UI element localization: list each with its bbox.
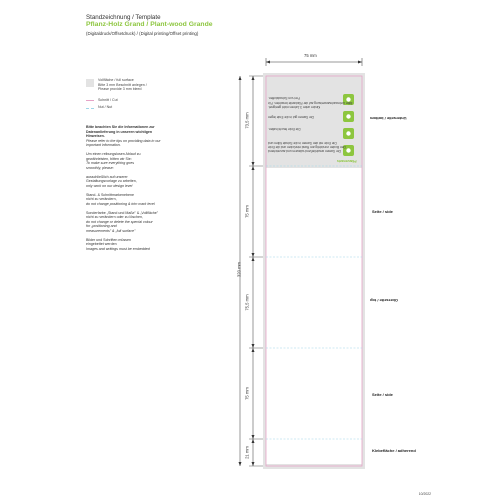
zone-label-side-1: Seite / side	[372, 209, 393, 214]
panel-text-line: Frei von Schadstoffen.	[268, 96, 300, 100]
arrow-head	[266, 61, 270, 64]
panel-text-line: Die Samen gut in die Erde legen	[268, 115, 314, 119]
notes-line: Images and writings must be embedded	[86, 246, 150, 251]
legend-cut: Schnitt / Cut	[98, 98, 118, 102]
notes-line: nicht zu verändern oder zu löschen,	[86, 215, 143, 219]
notes-line: Stand- & Schnittmarkenebene	[86, 192, 134, 197]
notes-line: only work on our design level	[86, 183, 133, 188]
segment-label-side-2: 75 mm	[244, 387, 250, 400]
notes-line: ausschließlich auf unserer	[86, 174, 128, 179]
arrow-head	[358, 61, 362, 64]
notes-line: Sonderfarbe „Stand und Maße" & „Vollfläche"	[86, 210, 159, 215]
panel-text-line: Die Erde mit den Samen in die Schale füllen und	[268, 141, 337, 145]
notes-line: Um einen reibungslosen Ablauf zu	[86, 152, 141, 156]
notes-line: Bilder und Schriften müssen	[86, 237, 131, 242]
notes-line: eingebettet werden	[86, 242, 117, 246]
panel-text-line: Bitte Gebrauchsanweisung auf der Rückseite beachten. Für	[268, 101, 353, 105]
notes-heading-en-line: Please refer to the tips on providing data in our	[86, 138, 161, 143]
zone-label-side-2: Seite / side	[372, 392, 393, 397]
print-method: (Digitaldruck/Offsetdruck) / (Digital printing/Offset printing)	[86, 31, 199, 36]
notes-heading-en-line: important information.	[86, 143, 121, 147]
notes-line: measurements" & „full surface"	[86, 228, 136, 233]
notes-line: smoothly, please:	[86, 165, 114, 170]
notes-line: Gestaltungsvorlage zu arbeiten,	[86, 179, 137, 183]
notes-line: nicht zu verändern,	[86, 197, 117, 201]
notes-heading-line: Hinweisen.	[86, 134, 105, 138]
total-height-label: 320 mm	[236, 261, 242, 278]
legend-groove: Nut / Nut	[98, 105, 113, 109]
segment-label-adherend: 21 mm	[244, 446, 250, 459]
zone-label-adherend: Klebefläche / adherend	[372, 448, 416, 453]
zone-label-top: Oberseite / top	[370, 298, 399, 303]
legend-bleed-line: Bitte 3 mm Beschnitt anlegen /	[98, 82, 147, 87]
notes-line: To make sure everything goes	[86, 161, 135, 165]
panel-text-line: Den Boden vorsichtig am Rand einrücken und die Erde	[268, 145, 346, 149]
segment-label-bottom: 73,5 mm	[244, 112, 250, 129]
panel-text-line: Kinder unter 3 Jahren nicht geeignet.	[268, 105, 321, 109]
panel-text-line: Die Erde feucht halten.	[268, 127, 301, 131]
notes-heading-line: Datenanlieferung in unseren wichtigen	[86, 129, 153, 134]
width-label: 75 mm	[304, 53, 317, 58]
notes-line: do not change positioning & trim mark level	[86, 201, 155, 206]
notes-heading-line: Bitte beachten Sie die Informationen zur	[86, 125, 155, 129]
panel-text-line: Die Samen anschließend wässern und ausreichend	[268, 149, 341, 153]
printable-area	[266, 168, 362, 464]
notes-line: for „positioning and	[86, 224, 117, 228]
template-title: Standzeichnung / Template	[86, 14, 161, 21]
zone-label-bottom: Unterseite / bottom	[370, 116, 407, 121]
legend-full-surface-line: Vollfläche / full surface	[98, 78, 134, 82]
segment-label-side-1: 75 mm	[244, 205, 250, 218]
revision-date: 10/2022	[418, 492, 431, 496]
segment-label-top: 75,5 mm	[244, 294, 250, 311]
product-name: Pflanz-Holz Grand / Plant-wood Grande	[86, 21, 213, 28]
notes-line: gewährleisten, bitten wir Sie:	[86, 156, 132, 161]
legend-bleed-en-line: Please provide 3 mm bleed	[98, 87, 142, 92]
arrow-head	[239, 76, 242, 80]
arrow-head	[239, 462, 242, 466]
notes-line: do not change or delete the special colour	[86, 219, 153, 224]
panel-brand-label: Pflanzensets	[337, 159, 357, 163]
